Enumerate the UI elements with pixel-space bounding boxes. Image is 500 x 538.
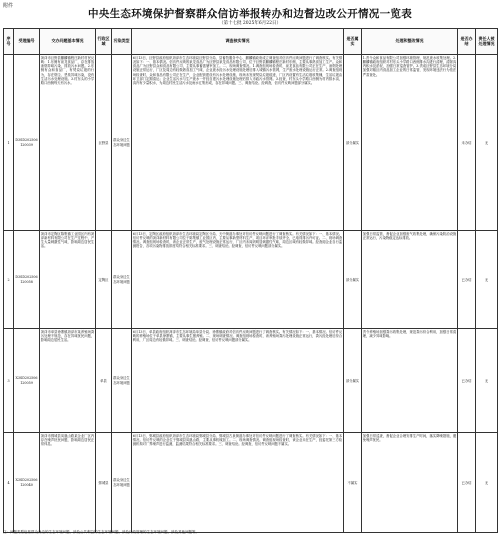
table-header-row [4, 29, 498, 55]
column-header: 污染类型 [112, 29, 132, 55]
cell-id: D3SD202506120039 [14, 55, 40, 231]
table-row [4, 433, 498, 533]
cell-type: 群众身边生态环境问题 [112, 231, 132, 329]
cell-punished: 无 [476, 433, 498, 533]
cell-issue: 菏泽市巨野县麒麟镇程庄新村村民反映：1.东侧有泉龙食品厂，存在排放油烟异味污染，排放污水问题。2.东侧有众和食品厂，有焚烧垃圾的行为，存在烟尘、恶臭异味污染，没有生活污水处理设施。3.村东头的小学路口西侧每天有污水。 [40, 55, 96, 231]
footer-note: 注：问题类型包括群众身边的生态环境问题、涉及公共利益的生态环境问题、涉及行政管理的生态环境问题、涉及其他问题等。 [3, 530, 199, 534]
cell-verified: 不属实 [344, 433, 362, 533]
page-subtitle: （第十七批 2025年6月22日） [219, 21, 281, 26]
cell-type: 群众身边生态环境问题 [112, 329, 132, 433]
table-row [4, 231, 498, 329]
cell-seq: 4 [4, 433, 14, 533]
column-header: 是否属实 [344, 29, 362, 55]
cell-type: 群众身边生态环境问题 [112, 55, 132, 231]
cell-handling: 1.责令众和食品有限公司加强环境管理，规范废水收集处理。2.麒麟镇政府组织对村东头小学路口西侧排水沟进行清理，清除沟内积水及淤泥，加强日常巡查管护。3.责成巨野县生态环境分局加强对辖区内食品加工企业的日常监管，发现环境违法行为依法严肃查处。 [362, 55, 458, 231]
column-header: 序号 [4, 29, 14, 55]
cell-handling: 加强日常巡查，督促企业合理安排生产时间，落实降噪措施，避免噪声扰民。 [362, 433, 458, 533]
cell-concluded: 未办结 [458, 55, 476, 231]
cell-handling: 责令养殖场加强粪污收集处理，规范粪污综合利用，加强日常清理，减少异味影响。 [362, 329, 458, 433]
cell-verified: 部分属实 [344, 329, 362, 433]
table-row [4, 329, 498, 433]
cell-punished: 无 [476, 329, 498, 433]
column-header: 受理编号 [14, 29, 40, 55]
cell-id: D3SD202506120058 [14, 231, 40, 329]
column-header: 处理和整改情况 [362, 29, 458, 55]
cell-id: X3SD202506120059 [14, 329, 40, 433]
complaint-table [3, 28, 498, 533]
cell-region: 巨野县 [96, 55, 112, 231]
column-header: 是否办结 [458, 29, 476, 55]
cell-investigation: 6月13日，单县政府组织菏泽市生态环境局单县分局、徐寨镇政府对信访件反映问题进行了调查核实。有关情况如下：一、基本情况。信访件反映的养殖场位于单县徐寨镇，主要从事生猪养殖。二、现场调查情况。调查组现场检查时，该养殖场粪污处理设施正常运行，粪污经处理后综合利用，厂区周边有轻微异味。三、调查结论。经调查，信访件反映问题部分属实。 [132, 329, 344, 433]
cell-id: X3SD202506120040 [14, 433, 40, 533]
cell-investigation: 6月13日，定陶区政府组织菏泽市生态环境局定陶区分局、天中街道办事处对信访件反映问题进行了调查核实。有关情况如下：一、基本情况。信访件反映的菏泽新材料有限公司位于陈集镇工业园区内，主要从事新型材料生产，项目环评审批手续齐全，已取得排污许可证。二、现场调查情况。调查组现场检查时，该企业正常生产，废气处理设施正常运行，厂区内未闻到明显刺激性气味，周边区域有轻微异味。经查阅企业自行监测报告，各项污染物排放浓度均符合相关标准要求。三、调查结论。经调查，信访件反映问题部分属实。 [132, 231, 344, 329]
cell-issue: 菏泽市单县徐寨镇菏泽市某养殖场粪污处理不规范，存在异味扰民问题，影响周边居民生活。 [40, 329, 96, 433]
cell-concluded: 已办结 [458, 329, 476, 433]
cell-handling: 加强日常监管，督促企业加强废气收集处理，确保污染防治设施正常运行，污染物稳定达标排放。 [362, 231, 458, 329]
cell-issue: 菏泽市鄄城县凤凰山路某企业厂区内存在噪声扰民问题，影响周边居民正常休息。 [40, 433, 96, 533]
cell-investigation: 6月13日，巨野县政府组织菏泽市生态环境局巨野县分局、县畜牧服务中心、麒麟镇政府成立调查组对信访件反映问题进行了调查核实。有关情况如下：一、基本情况。信访件反映的泉龙食品厂为巨野县泉龙食品有限公司，位于巨野县麒麟镇程庄新村东侧，主要从事熟食加工生产。众和食品厂为巨野县众和食品有限公司，主要从事畜禽屠宰加工。二、现场调查情况。1.调查组现场检查时，泉龙食品有限公司正在生产，油烟处理设施正常运行，厂区及周边有轻微熟食加工气味，企业废水经污水处理设施处理后排入城镇污水管网，生产废水处理设施运行正常。2.调查组现场检查时，众和食品有限公司正在生产，企业配套建设有污水处理设施，现场未发现焚烧垃圾痕迹，厂区内设置有生活垃圾收集桶，生活垃圾由环卫部门定期清运；企业生活污水与生产废水一并经自建污水处理设施处理后排入市政污水管网。3.经查，村东头小学路口西侧为村内排水沟，沟内有少量积水，为周边村民生活污水及雨水汇集形成，存在异味问题。三、调查结论。经调查，信访件反映问题部分属实。 [132, 55, 344, 231]
cell-punished: 无 [476, 55, 498, 231]
cell-seq: 2 [4, 231, 14, 329]
column-header: 调查核实情况 [132, 29, 344, 55]
cell-region: 定陶区 [96, 231, 112, 329]
cell-concluded: 已办结 [458, 231, 476, 329]
cell-type: 群众身边生态环境问题 [112, 433, 132, 533]
corner-label: 附件 [3, 3, 14, 9]
cell-investigation: 6月13日，鄄城县政府组织菏泽市生态环境局鄄城县分局、鄄城县古泉街道办事处对信访件反映问题进行了调查核实。有关情况如下：一、基本情况。信访件反映的企业位于鄄城县凤凰山路，主要从事机械加工。二、现场调查情况。调查组现场检查时，该企业未在生产，经委托第三方检测机构对厂界噪声进行监测，监测结果符合相关标准要求。三、调查结论。经调查，信访件反映问题不属实。 [132, 433, 344, 533]
page-title: 中央生态环境保护督察群众信访举报转办和边督边改公开情况一览表 [88, 8, 412, 20]
column-header: 责任人被处理情况 [476, 29, 498, 55]
cell-seq: 1 [4, 55, 14, 231]
cell-region: 鄄城县 [96, 433, 112, 533]
cell-region: 单县 [96, 329, 112, 433]
cell-concluded: 已办结 [458, 433, 476, 533]
cell-seq: 3 [4, 329, 14, 433]
cell-verified: 部分属实 [344, 231, 362, 329]
cell-verified: 部分属实 [344, 55, 362, 231]
cell-issue: 菏泽市定陶区陈集镇工业园区内有菏泽新材料有限公司在生产过程中，产生大量刺激性气味，影响周边居民生活。 [40, 231, 96, 329]
table-row [4, 55, 498, 231]
column-header: 行政区域 [96, 29, 112, 55]
cell-punished: 无 [476, 231, 498, 329]
column-header: 交办问题基本情况 [40, 29, 96, 55]
